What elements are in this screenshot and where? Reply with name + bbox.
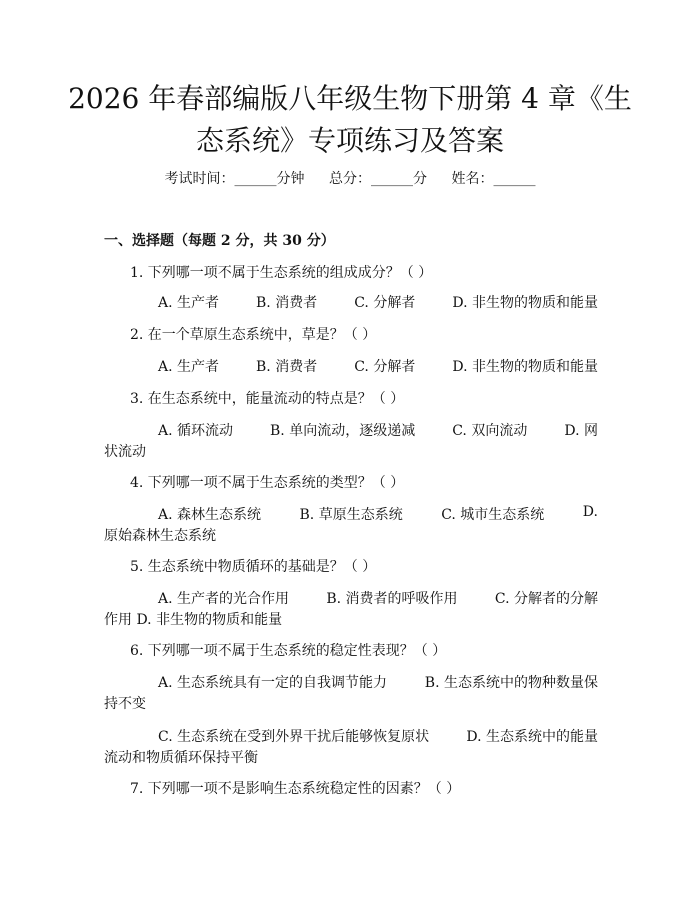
document-title-line-1: 2026 年春部编版八年级生物下册第 4 章《生 <box>68 82 632 115</box>
question-stem: 2. 在一个草原生态系统中，草是？（ ） <box>130 327 377 343</box>
option-continuation: 原始森林生态系统 <box>104 528 216 544</box>
option-b: B. 消费者 <box>256 359 318 375</box>
option-d: D. <box>582 504 598 520</box>
option-d: D. 网 <box>564 423 598 439</box>
question-stem: 6. 下列哪一项不属于生态系统的稳定性表现？（ ） <box>130 643 447 659</box>
option-b: B. 消费者 <box>256 295 318 311</box>
question-options <box>158 504 598 524</box>
exam-score-field: 总分：______分 <box>329 171 427 187</box>
question-options <box>158 292 598 312</box>
question-stem: 7. 下列哪一项不是影响生态系统稳定性的因素？（ ） <box>130 781 461 797</box>
option-a: A. 生态系统具有一定的自我调节能力 <box>158 675 388 691</box>
option-b: B. 草原生态系统 <box>299 507 403 523</box>
option-c: C. 城市生态系统 <box>441 507 545 523</box>
option-b: B. 单向流动，逐级递减 <box>270 423 416 439</box>
option-continuation: 状流动 <box>104 444 146 460</box>
question-options <box>158 672 598 692</box>
question-options <box>158 420 598 440</box>
exam-name-field: 姓名：______ <box>451 171 536 187</box>
question-stem: 4. 下列哪一项不属于生态系统的类型？（ ） <box>130 475 405 491</box>
option-d: D. 生态系统中的能量 <box>466 729 598 745</box>
option-c: C. 生态系统在受到外界干扰后能够恢复原状 <box>158 729 430 745</box>
question-options <box>158 356 598 376</box>
option-d: D. 非生物的物质和能量 <box>452 295 598 311</box>
option-a: A. 生产者 <box>158 359 220 375</box>
option-a: A. 循环流动 <box>158 423 234 439</box>
option-c: C. 分解者 <box>354 359 416 375</box>
document-title-line-2: 态系统》专项练习及答案 <box>195 124 504 157</box>
question-stem: 1. 下列哪一项不属于生态系统的组成成分？（ ） <box>130 265 433 281</box>
exam-meta <box>0 168 700 188</box>
question-options <box>158 588 598 608</box>
option-d: D. 非生物的物质和能量 <box>452 359 598 375</box>
option-continuation: 作用 D. 非生物的物质和能量 <box>104 612 283 628</box>
option-c: C. 分解者 <box>354 295 416 311</box>
option-continuation: 流动和物质循环保持平衡 <box>104 750 258 766</box>
option-continuation: 持不变 <box>104 696 146 712</box>
option-a: A. 生产者的光合作用 <box>158 591 290 607</box>
option-c: C. 分解者的分解 <box>494 591 598 607</box>
option-b: B. 生态系统中的物种数量保 <box>424 675 598 691</box>
option-a: A. 森林生态系统 <box>158 507 262 523</box>
question-stem: 5. 生态系统中物质循环的基础是？（ ） <box>130 559 377 575</box>
section-heading-choice: 一、选择题（每题 2 分，共 30 分） <box>104 233 335 249</box>
option-b: B. 消费者的呼吸作用 <box>326 591 458 607</box>
question-stem: 3. 在生态系统中，能量流动的特点是？（ ） <box>130 391 405 407</box>
question-options <box>158 726 598 746</box>
option-c: C. 双向流动 <box>452 423 528 439</box>
option-a: A. 生产者 <box>158 295 220 311</box>
exam-time-field: 考试时间：______分钟 <box>164 171 305 187</box>
